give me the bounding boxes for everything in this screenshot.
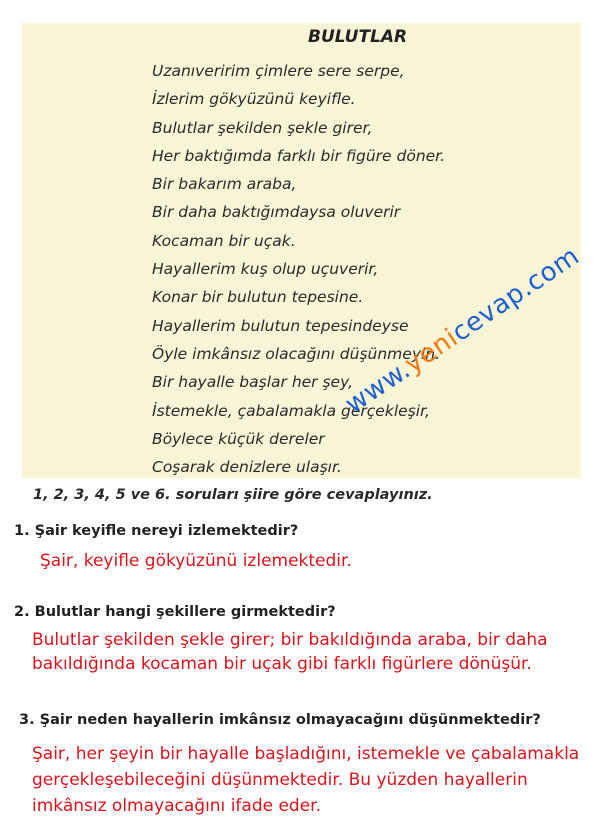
poem-line: Kocaman bir uçak.: [152, 231, 296, 250]
poem-line: Her baktığımda farklı bir figüre döner.: [152, 146, 446, 165]
watermark-com: .com: [513, 241, 585, 303]
poem-line: İstemekle, çabalamakla gerçekleşir,: [152, 401, 430, 420]
poem-line: Konar bir bulutun tepesine.: [152, 288, 364, 307]
poem-line: Coşarak denizlere ulaşır.: [152, 458, 342, 477]
watermark-cevap: cevap: [446, 277, 531, 348]
watermark-yeni: yeni: [399, 322, 464, 380]
question-2: 2. Bulutlar hangi şekillere girmektedir?: [14, 604, 336, 620]
answer-3: Şair, her şeyin bir hayalle başladığını, istemekle ve çabalamakla gerçekleşebileceğini düşünmektedir. Bu yüzden hayallerin imkânsız olmayacağını ifade eder.: [32, 744, 580, 816]
instruction-text: 1, 2, 3, 4, 5 ve 6. soruları şiire göre cevaplayınız.: [33, 487, 433, 503]
poem-line: Bir hayalle başlar her şey,: [152, 373, 353, 392]
poem-line: Uzanıveririm çimlere sere serpe,: [152, 62, 405, 80]
watermark-www: www.: [340, 354, 417, 420]
poem-title: BULUTLAR: [308, 27, 408, 47]
poem-line: Böylece küçük dereler: [152, 429, 325, 448]
poem-line: Bir bakarım araba,: [152, 175, 297, 194]
answer-1: Şair, keyifle gökyüzünü izlemektedir.: [40, 551, 352, 571]
poem-line: İzlerim gökyüzünü keyifle.: [152, 90, 356, 109]
poem-line: Hayallerim kuş olup uçuverir,: [152, 260, 379, 279]
question-1: 1. Şair keyifle nereyi izlemektedir?: [14, 523, 299, 539]
poem-line: Öyle imkânsız olacağını düşünmeyin.: [152, 344, 441, 363]
poem-line: Bir daha baktığımdaysa oluverir: [152, 203, 401, 222]
poem-line: Hayallerim bulutun tepesindeyse: [152, 316, 409, 335]
answer-2: Bulutlar şekilden şekle girer; bir bakıldığında araba, bir daha bakıldığında kocaman bir uçak gibi farklı figürlere dönüşür.: [32, 630, 548, 674]
question-3: 3. Şair neden hayallerin imkânsız olmayacağını düşünmektedir?: [19, 712, 541, 728]
poem-line: Bulutlar şekilden şekle girer,: [152, 118, 373, 137]
poem-lines: [152, 57, 445, 481]
